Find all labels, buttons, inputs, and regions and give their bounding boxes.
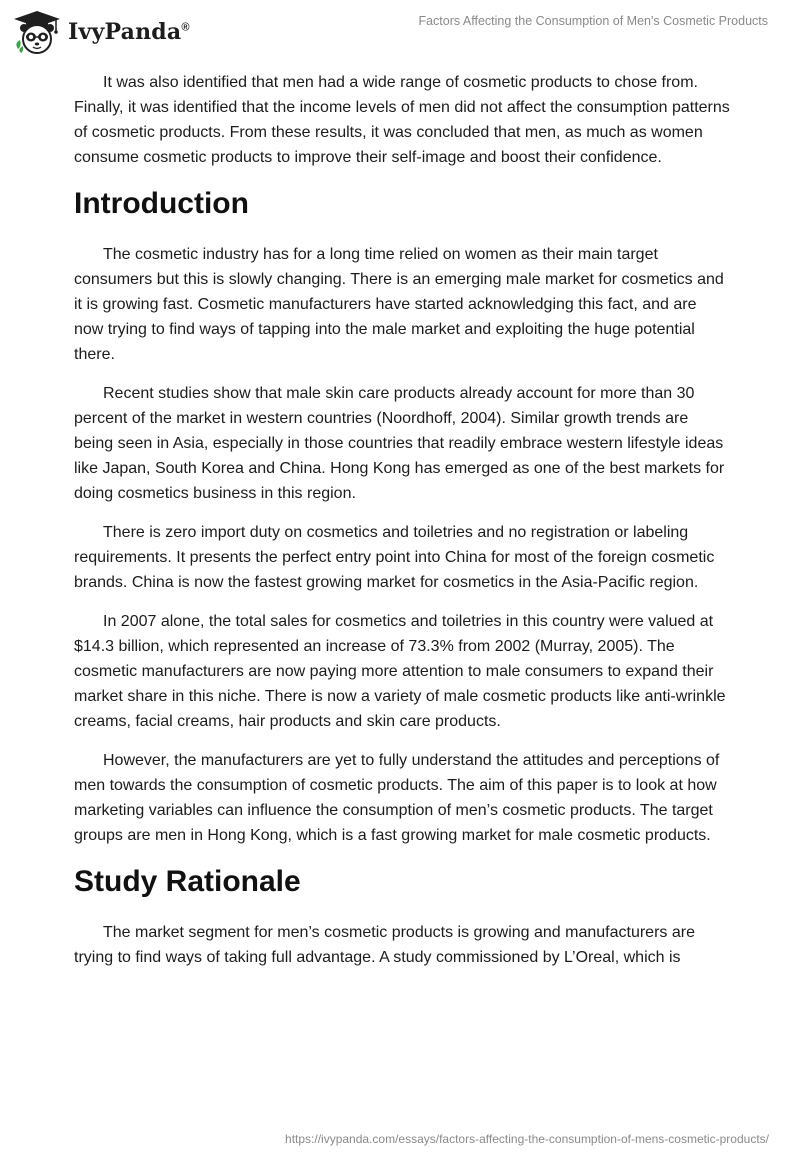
- paragraph: However, the manufacturers are yet to fully understand the attitudes and perceptions of men towards the consumption of cosmetic products. The aim of this paper is to look at how marketing variables can influence the consumption of men’s cosmetic products. The target groups are men in Hong Kong, which is a fast growing market for male cosmetic products.: [74, 752, 720, 844]
- section-heading-study-rationale: Study Rationale: [74, 865, 301, 898]
- paragraph: The market segment for men’s cosmetic products is growing and manufacturers are trying to find ways of taking full advantage. A study commissioned by L’Oreal, which is: [74, 924, 695, 966]
- document-title: Factors Affecting the Consumption of Men's Cosmetic Products: [418, 14, 768, 28]
- registered-mark: ®: [181, 21, 190, 34]
- paragraph: In 2007 alone, the total sales for cosmetics and toiletries in this country were valued at $14.3 billion, which represented an increase of 73.3% from 2002 (Murray, 2005). The cosmetic manufacturers are now paying more attention to male consumers to expand their market share in this niche. There is now a variety of male cosmetic products like anti-wrinkle creams, facial creams, hair products and skin care products.: [74, 613, 726, 730]
- source-url-link[interactable]: https://ivypanda.com/essays/factors-affecting-the-consumption-of-mens-cosmetic-products/: [285, 1132, 769, 1146]
- paragraph: There is zero import duty on cosmetics and toiletries and no registration or labeling requirements. It presents the perfect entry point into China for most of the foreign cosmetic brands. China is now the fastest growing market for cosmetics in the Asia-Pacific region.: [74, 524, 715, 591]
- section-heading-introduction: Introduction: [74, 187, 249, 220]
- paragraph: The cosmetic industry has for a long time relied on women as their main target consumers but this is slowly changing. There is an emerging male market for cosmetics and it is growing fast. Cosmetic manufacturers have started acknowledging this fact, and are now trying to find ways of tapping into the male market and exploiting the huge potential there.: [74, 246, 724, 363]
- ivypanda-logo[interactable]: [12, 8, 190, 56]
- panda-graduate-icon: [12, 9, 62, 55]
- page-header: [0, 0, 800, 64]
- paragraph: Recent studies show that male skin care products already account for more than 30 percent of the market in western countries (Noordhoff, 2004). Similar growth trends are being seen in Asia, especially in those countries that readily embrace western lifestyle ideas like Japan, South Korea and China. Hong Kong has emerged as one of the best markets for doing cosmetics business in this region.: [74, 385, 725, 502]
- paragraph: It was also identified that men had a wide range of cosmetic products to chose from. Finally, it was identified that the income levels of men did not affect the consumption patterns of cosmetic products. From these results, it was concluded that men, as much as women consume cosmetic products to improve their self-image and boost their confidence.: [74, 74, 730, 166]
- logo-text: IvyPanda®: [68, 19, 190, 45]
- essay-body: [74, 70, 730, 984]
